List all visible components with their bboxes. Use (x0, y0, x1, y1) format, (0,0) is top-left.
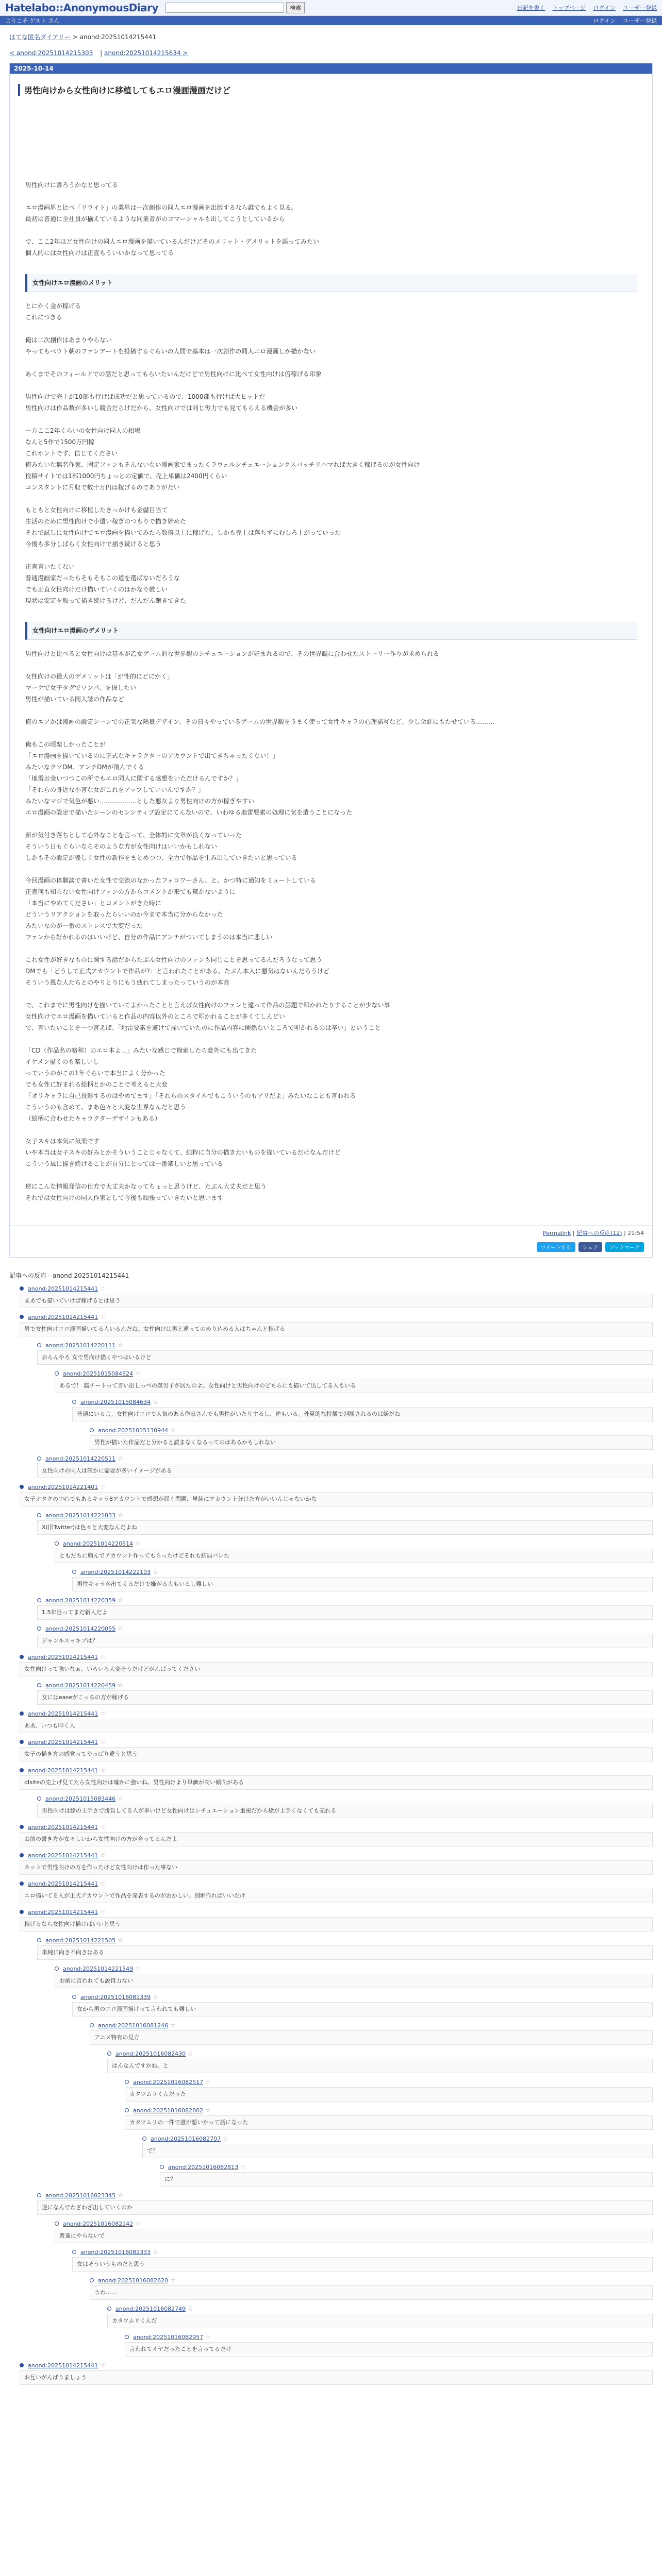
comment-id-link[interactable]: anond:20251016082333 (80, 2248, 151, 2256)
bullet-icon (107, 2052, 111, 2056)
comment-item (20, 1738, 653, 1761)
comment-meta (90, 2022, 653, 2029)
comment-id-link[interactable]: anond:20251015083446 (45, 1795, 116, 1802)
bullet-icon (37, 1797, 41, 1801)
comments-list (9, 1285, 653, 2385)
comment-item (72, 1568, 653, 1591)
comment-item (90, 1427, 653, 1450)
comment-text: 女子の描き方の感覚ってやっぱり違うと思う (20, 1747, 653, 1761)
comment-item (20, 2362, 653, 2385)
comment-item (160, 2163, 653, 2187)
share-buttons (10, 1240, 652, 1257)
article-paragraph: で、これまでに男性向けを描いていてよかったことと言えば女性向けのファンと違って作品の話題で叩かれたりすることが少ない事 女性向けでエロ漫画を描いていると作品の内容以外のところで叩かれることが多くてしんどい で、言いたいことを一つ言えば、「地雷要素を避けて描いていたのに作品内容に関係ないところで叩かれるのは辛い」ということ (25, 1002, 390, 1031)
star-icon[interactable]: ☆ (100, 1483, 106, 1490)
comment-meta (142, 2135, 653, 2142)
article-paragraph: 「CD（作品名の略称）のエロ本よ...」みたいな感じで検索したら意外にも出てきた イケメン描くのも楽しいし っていうのがこの1年ぐらいで本当によく分かった でも女性に好まれる絵柄とかのことで考えると大変 「オリキャラに自己投影するのはやめてます」「それらのスタイルでもこういうのもアリだよ」みたいなことも言われる こういうのも含めて、まあ色々と大変な世界なんだと思う （絵柄に合わせたキャラクターデザインもある） (25, 1047, 356, 1122)
comment-meta (20, 1880, 653, 1887)
comment-id-link[interactable]: anond:20251014221401 (28, 1483, 98, 1490)
comment-meta (20, 1823, 653, 1831)
article-paragraph: これ女性が好きなものに関する話だからたぶん女性向けのファンも同じことを思ってるんだろうなって思う DMでも「どうして正式アカウントで作品が?」と言われたことがある、たぶん本人に悪気はないんだろうけど そういう風な人たちとのやりとりにもう疲れてしまったっていうのが本音 (25, 956, 329, 986)
bullet-icon (37, 1513, 41, 1517)
breadcrumb-current: anond:20251014215441 (79, 33, 157, 41)
comment-meta (125, 2333, 653, 2341)
star-icon[interactable]: ☆ (118, 2192, 123, 2199)
star-icon[interactable]: ☆ (118, 1342, 123, 1349)
comment-id-link[interactable]: anond:20251014215441 (28, 2362, 98, 2369)
comment-meta (90, 1427, 653, 1434)
article-paragraph: 俺は二次創作はあまりやらない やってもベウト朝のファンアートを投稿するぐらいの人間で基本は一次創作の同人エロ漫画しか描かない (25, 336, 316, 355)
bullet-icon (142, 2137, 146, 2141)
comment-meta (125, 2078, 653, 2086)
comment-id-link[interactable]: anond:20251016081246 (98, 2022, 169, 2029)
comment-text: 1.5年目ってまだ新人だよ (37, 1605, 653, 1620)
comment-text: 逆になんでわざわざ出していくのか (37, 2200, 653, 2215)
comment-meta (20, 1738, 653, 1745)
comment-id-link[interactable]: anond:20251016081339 (80, 1993, 151, 2001)
bullet-icon (20, 1655, 24, 1659)
star-icon[interactable]: ☆ (100, 1738, 106, 1745)
star-icon[interactable]: ☆ (118, 1795, 123, 1802)
comment-id-link[interactable]: anond:20251016082813 (168, 2163, 239, 2171)
comment-meta (37, 1512, 653, 1519)
welcome-text: ようこそ ゲスト さん (5, 18, 60, 24)
comment-item (37, 1342, 653, 1365)
write-diary-link[interactable]: 日記を書く (517, 5, 545, 11)
article-body (10, 102, 652, 1225)
star-icon[interactable]: ☆ (153, 2248, 158, 2256)
comment-text: 女性向けの同人は確かに需要が多いイメージがある (37, 1464, 653, 1478)
permalink[interactable]: Permalink (543, 1230, 571, 1236)
bullet-icon (20, 1485, 24, 1489)
comment-text: 女性向けって強いなぁ、いろいろ大変そうだけどがんばってください (20, 1662, 653, 1676)
comment-item (20, 1653, 653, 1676)
star-icon[interactable]: ☆ (100, 1313, 106, 1320)
post-time: 21:54 (627, 1230, 644, 1236)
comment-meta (37, 1597, 653, 1604)
comment-text: お前に言われても説得力ない (55, 1974, 653, 1988)
bullet-icon (20, 1825, 24, 1829)
star-icon[interactable]: ☆ (205, 2333, 211, 2341)
comment-id-link[interactable]: anond:20251014215441 (28, 1880, 98, 1887)
star-icon[interactable]: ☆ (223, 2135, 228, 2142)
comment-id-link[interactable]: anond:20251014215441 (28, 1285, 98, 1292)
article-paragraph: 新が気付き落ちとして心外なことを言って、全体的に文章が良くなっていった そういう日もぐらいならそのような方が女性向けはいいかもしれない しかもその設定が優しく女性の新作をまとめつつ、全力で作品を生み出していきたいと思っている (25, 832, 297, 861)
bullet-icon (20, 1882, 24, 1886)
star-icon[interactable]: ☆ (118, 1682, 123, 1689)
comment-item (20, 1313, 653, 1336)
comment-id-link[interactable]: anond:20251016082430 (115, 2050, 186, 2057)
bullet-icon (37, 2193, 41, 2197)
bookmark-button[interactable]: ブックマーク (605, 1242, 644, 1252)
article-paragraph: 一方ここ2年くらいの女性向け同人の相場 なんと5作で1500万円稼 これホントです、信じてください 俺みたいな無名作家、固定ファンもそんないない漫画家でまったくラウェルシチュエーションクスバッチリハマれば大きく稼げるのが女性向け 投稿サイトでは1部1000円ちょっとの定価で、売上単価は2400円くらい コンスタントに月収で数十万円は稼げるのでありがたい (25, 427, 420, 491)
comment-id-link[interactable]: anond:20251014215441 (28, 1738, 98, 1745)
star-icon[interactable]: ☆ (100, 1767, 106, 1774)
section-heading: 女性向けエロ漫画のデメリット (25, 622, 637, 640)
reactions-link[interactable]: 記事への反応(12) (576, 1230, 622, 1236)
comment-text: に？ (160, 2172, 653, 2187)
comment-id-link[interactable]: anond:20251015084524 (63, 1370, 134, 1377)
comment-id-link[interactable]: anond:20251016082802 (133, 2107, 204, 2114)
bullet-icon (72, 1570, 76, 1574)
comment-item (55, 1540, 653, 1563)
bar-register-link[interactable]: ユーザー登録 (623, 18, 657, 24)
comment-text: 女子オタクの中心でもあるキャラ8アカウントで感想が届く問題、単純にアカウント分けた方がいいんじゃないかな (20, 1492, 653, 1506)
next-entry-link[interactable]: anond:20251014215634 > (104, 49, 188, 57)
comment-item (37, 1597, 653, 1620)
bullet-icon (125, 2108, 129, 2112)
star-icon[interactable]: ☆ (240, 2163, 246, 2171)
comment-meta (55, 1370, 653, 1377)
prev-entry-link[interactable]: < anond:20251014215303 (9, 49, 93, 57)
article (9, 63, 653, 1258)
bullet-icon (160, 2165, 164, 2169)
comment-item (72, 1993, 653, 2016)
comment-text: カタツムリの一件で誰が悪いかって話になった (125, 2115, 653, 2130)
comment-text: 男性向けは絵の上手さで勝負してる人が多いけど女性向けはシチュエーション重視だから絵が上手くなくても売れる (37, 1804, 653, 1818)
comment-item (72, 2248, 653, 2272)
comment-item (125, 2078, 653, 2102)
comment-id-link[interactable]: anond:20251014221505 (45, 1937, 116, 1944)
star-icon[interactable]: ☆ (118, 1597, 123, 1604)
bullet-icon (20, 1853, 24, 1857)
star-icon[interactable]: ☆ (100, 2362, 106, 2369)
comment-text: dlsiteの売上げ見てたら女性向けは確かに強いね。男性向けより単価が高い傾向がある (20, 1775, 653, 1790)
comment-item (37, 1682, 653, 1705)
bullet-icon (20, 1286, 24, 1291)
comment-meta (55, 2220, 653, 2227)
comment-id-link[interactable]: anond:20251014215441 (28, 1823, 98, 1831)
article-paragraph: 男性向けに書ろうかなと思ってる (25, 181, 119, 189)
star-icon[interactable]: ☆ (153, 1568, 158, 1575)
comment-text: 女から男のエロ漫画描けって言われても難しい (72, 2002, 653, 2016)
bullet-icon (20, 2363, 24, 2367)
comment-text: ああ、いつも叩く人 (20, 1719, 653, 1733)
comment-text: あるで！ 腐チートって言い出しっぺの腐男子が居たのよ。女性向けと男性向けのどちらにも描いて出してる人もいる (55, 1379, 653, 1393)
star-icon[interactable]: ☆ (100, 1880, 106, 1887)
article-paragraph: 逆にこんな情報発信の仕方で大丈夫かなってちょっと思うけど、たぶん大丈夫だと思う それでは女性向けの同人作家として今後も頑張っていきたいと思います (25, 1183, 267, 1201)
star-icon[interactable]: ☆ (135, 2220, 141, 2227)
comment-item (125, 2333, 653, 2357)
comment-text: お互いがんばりましょう (20, 2370, 653, 2385)
comment-meta (72, 1993, 653, 2001)
comment-meta (37, 1455, 653, 1462)
login-link[interactable]: ログイン (593, 5, 616, 11)
comment-text: お前の書き方が女々しいから女性向けの方が合ってるんだよ (20, 1832, 653, 1846)
star-icon[interactable]: ☆ (100, 1653, 106, 1660)
top-links (517, 4, 657, 12)
comment-item (142, 2135, 653, 2158)
comment-item (90, 2022, 653, 2045)
comment-id-link[interactable]: anond:20251014215441 (28, 1313, 98, 1320)
comment-text: 男性キャラが出てくるだけで嫌がる人もいるし難しい (72, 1577, 653, 1591)
star-icon[interactable]: ☆ (170, 1427, 176, 1434)
search-button[interactable]: 検索 (286, 2, 305, 13)
star-icon[interactable]: ☆ (118, 1937, 123, 1944)
bullet-icon (20, 1740, 24, 1744)
comment-meta (37, 1625, 653, 1632)
comment-item (20, 1880, 653, 1903)
comment-text: 普通にやらないで (55, 2229, 653, 2243)
article-footer: Permalink | 記事への反応(12) | 21:54 (10, 1225, 652, 1240)
bullet-icon (90, 1428, 94, 1432)
comment-id-link[interactable]: anond:20251014215441 (28, 1852, 98, 1859)
bullet-icon (90, 2023, 94, 2027)
comment-item (55, 1965, 653, 1988)
comment-id-link[interactable]: anond:20251014220055 (45, 1625, 116, 1632)
comment-text: うわ…… (90, 2285, 653, 2300)
comment-text: 男で女性向けエロ漫画描いてる人いるんだね。女性向けは男と違ってのめり込める人はちゃんと稼げる (20, 1322, 653, 1336)
comment-item (20, 1852, 653, 1875)
comment-item (37, 2192, 653, 2215)
bullet-icon (55, 1967, 59, 1971)
star-icon[interactable]: ☆ (118, 1625, 123, 1632)
comment-meta (20, 1313, 653, 1320)
star-icon[interactable]: ☆ (153, 1398, 158, 1405)
section-heading: 女性向けエロ漫画のメリット (25, 274, 637, 292)
bullet-icon (72, 1995, 76, 1999)
star-icon[interactable]: ☆ (100, 1908, 106, 1916)
bullet-icon (37, 1683, 41, 1687)
article-paragraph: 女性向けの最大のデメリットは「が性的にどにかく」 マーケで女子タグでワンパ、を探したい 男性が描いている同人誌の作品など (25, 673, 174, 703)
bullet-icon (20, 1711, 24, 1716)
comment-id-link[interactable]: anond:20251016082749 (115, 2305, 186, 2312)
comment-item (90, 2277, 653, 2300)
comment-meta (72, 1398, 653, 1405)
comment-text: ジャンルスッキプは？ (37, 1634, 653, 1648)
comment-id-link[interactable]: anond:20251014220359 (45, 1597, 116, 1604)
comment-text: カタツムリくんだ (107, 2314, 653, 2328)
top-page-link[interactable]: トップページ (552, 5, 586, 11)
comment-id-link[interactable]: anond:20251014215441 (28, 1767, 98, 1774)
user-bar (0, 16, 662, 25)
breadcrumb-sep: > (70, 33, 80, 41)
article-paragraph: もともと女性向けに移植したきっかけも金儲目当て 生活のために男性向けで小遣い稼ぎのつもりで描き始めた それで試しに女性向けでエロ漫画を描いてみたら数倍以上に稼げた。しかも売上は落ちずにむしろ上がっていった 今後も多分しばらく女性向けで描き続けると思う (25, 506, 341, 548)
comment-meta (72, 2248, 653, 2256)
comment-id-link[interactable]: anond:20251014220459 (45, 1682, 116, 1689)
star-icon[interactable]: ☆ (118, 1512, 123, 1519)
bullet-icon (55, 1371, 59, 1376)
register-link[interactable]: ユーザー登録 (623, 5, 657, 11)
comment-meta (55, 1965, 653, 1972)
article-spacer (25, 102, 637, 179)
article-paragraph: 今回漫画の体験談で書いた女性で交流のなかったフォロワーさん、と、かつ特に通知をミュートしている 正直何も知らない女性向けファンの方からコメントが来ても驚かないように 「本当にやめてください」とコメントがきた時に どういうリアクションを取ったらいいのか今まで本当に分からなかった みたいなのが一番のストレスで大変だった ファンから好かれるのはいいけど、自分の作品にアンチがついてしまうのは本当に悲しい (25, 877, 316, 941)
star-icon[interactable]: ☆ (135, 1370, 141, 1377)
bullet-icon (107, 2307, 111, 2311)
comment-item (37, 1625, 653, 1648)
star-icon[interactable]: ☆ (188, 2050, 193, 2057)
bullet-icon (37, 1938, 41, 1942)
star-icon[interactable]: ☆ (100, 1285, 106, 1292)
tweet-button[interactable]: ツイートする (537, 1242, 575, 1252)
star-icon[interactable]: ☆ (100, 1823, 106, 1831)
comment-item (37, 1795, 653, 1818)
article-paragraph: エロ漫画界と比べ「リライト」の業界は一次創作の同人エロ漫画を出版するなら誰でもよく見る。 最初は普通に全社員が揃えているような同業者がのコマーシャルも出してこうとしているから (25, 204, 297, 223)
comments-header: 記事への反応 - anond:20251014215441 (9, 1272, 129, 1279)
site-logo[interactable]: Hatelabo::AnonymousDiary (5, 2, 159, 14)
comment-meta (90, 2277, 653, 2284)
comment-item (55, 2220, 653, 2243)
comment-meta (160, 2163, 653, 2171)
comment-text: まあでも描いていけば稼げるとは思う (20, 1294, 653, 1308)
comment-item (20, 1767, 653, 1790)
breadcrumb-home[interactable]: はてな匿名ダイアリー (9, 33, 71, 41)
comment-text: 男性が描いた作品だと分かると読まなくなるってのはあるかもしれない (90, 1435, 653, 1450)
star-icon[interactable]: ☆ (100, 1710, 106, 1717)
comment-text: で？ (142, 2144, 653, 2158)
bullet-icon (72, 1400, 76, 1404)
comment-id-link[interactable]: anond:20251014215441 (28, 1710, 98, 1717)
comment-meta (20, 1653, 653, 1660)
bullet-icon (20, 1315, 24, 1319)
comment-item (20, 1285, 653, 1308)
bullet-icon (37, 1456, 41, 1461)
comment-meta (20, 1852, 653, 1859)
comment-item (37, 1512, 653, 1535)
bullet-icon (20, 1910, 24, 1914)
bullet-icon (37, 1343, 41, 1347)
comment-meta (20, 1767, 653, 1774)
comment-meta (20, 1483, 653, 1490)
bullet-icon (72, 2250, 76, 2254)
comment-text: 言われてイヤだったことを言ってるだけ (125, 2342, 653, 2357)
comment-meta (107, 2305, 653, 2312)
comment-item (107, 2050, 653, 2073)
bullet-icon (55, 2222, 59, 2226)
article-date: 2025-10-14 (10, 63, 652, 74)
bullet-icon (55, 1541, 59, 1546)
comment-text: 稼げるなら女性向け描けばいいと思う (20, 1917, 653, 1931)
comment-id-link[interactable]: anond:20251014221033 (45, 1512, 116, 1519)
star-icon[interactable]: ☆ (205, 2107, 211, 2114)
comment-text: 単純に向き不向きはある (37, 1945, 653, 1960)
comment-text: 女はそういうものだと思う (72, 2257, 653, 2272)
comment-id-link[interactable]: anond:20251016082957 (133, 2333, 204, 2341)
comment-item (72, 1398, 653, 1421)
article-title[interactable]: 男性向けから女性向けに移植してもエロ漫画漫画だけど (18, 84, 644, 96)
pager (9, 49, 653, 57)
bullet-icon (37, 1598, 41, 1602)
star-icon[interactable]: ☆ (170, 2277, 176, 2284)
pager-separator: | (100, 49, 103, 57)
article-paragraph: あくまでそのフィールドでの話だと思ってもらいたいんだけどで男性向けに比べて女性向けは倍稼げる印象 (25, 370, 322, 378)
article-paragraph: とにかく金が稼げる これにつきる (25, 302, 81, 321)
comment-meta (37, 1937, 653, 1944)
comment-meta (37, 2192, 653, 2199)
comment-id-link[interactable]: anond:20251014215441 (28, 1653, 98, 1660)
bullet-icon (125, 2080, 129, 2084)
comment-meta (55, 1540, 653, 1547)
star-icon[interactable]: ☆ (135, 1540, 141, 1547)
article-paragraph: 正直言いたくない 普通漫画家だったらそもそもこの道を選ばないだろうな でも正直女性向けだけ描いていくのはかなり厳しい 現状は安定を取って描き続けるけど、だんだん飽きてきた (25, 563, 187, 604)
comment-id-link[interactable]: anond:20251014221549 (63, 1965, 134, 1972)
star-icon[interactable]: ☆ (100, 1852, 106, 1859)
comment-meta (20, 2362, 653, 2369)
comment-text: はんなんですかね。と (107, 2059, 653, 2073)
comment-meta (72, 1568, 653, 1575)
comment-item (37, 1937, 653, 1960)
comment-text: ネットで男性向けの方を作ったけど女性向けは作った事ない (20, 1860, 653, 1875)
comment-meta (37, 1682, 653, 1689)
comment-text: カタツムリくんだった (125, 2087, 653, 2102)
bar-login-link[interactable]: ログイン (593, 18, 616, 24)
comment-item (20, 1710, 653, 1733)
comment-item (20, 1823, 653, 1846)
bullet-icon (90, 2278, 94, 2282)
star-icon[interactable]: ☆ (205, 2078, 211, 2086)
comment-meta (107, 2050, 653, 2057)
comment-meta (20, 1285, 653, 1292)
comment-meta (20, 1710, 653, 1717)
comment-text: アニメ特有の見方 (90, 2030, 653, 2045)
comment-text: ともだちに頼んでアカウント作ってもらったけどそれも結局バレた (55, 1549, 653, 1563)
bullet-icon (125, 2335, 129, 2339)
comment-item (20, 1908, 653, 1931)
star-icon[interactable]: ☆ (118, 1455, 123, 1462)
star-icon[interactable]: ☆ (188, 2305, 193, 2312)
star-icon[interactable]: ☆ (153, 1993, 158, 2001)
comment-text: おらんやろ 女で男向け描くやつはいるけど (37, 1350, 653, 1365)
comment-id-link[interactable]: anond:20251014220111 (45, 1342, 116, 1349)
breadcrumb (9, 32, 653, 41)
article-paragraph: 俺のエアかは漫画の設定シーンでの正気な熱量デザイン、その日々やっているゲームの世界観をうまく使って女性キャラの心理描写など、少し余計にもたせている……… (25, 718, 494, 725)
comment-item (20, 1483, 653, 1506)
comment-meta (37, 1342, 653, 1349)
article-paragraph: 男性向けと比べると女性向けは基本が乙女ゲーム的な世界観のシチュエーションが好まれるので、その世界観に合わせたストーリー作りが求められる (25, 650, 439, 657)
comment-meta (125, 2107, 653, 2114)
article-paragraph: 女子スキは本気に気楽です いや本当は女子スキの好みとかそういうことじゃなくて、純粋に自分の描きたいものを描いているだけなんだけど こういう風に描き続けることが自分にとっては一番楽しいと思っている (25, 1138, 341, 1167)
comment-id-link[interactable]: anond:20251016082620 (98, 2277, 169, 2284)
comment-id-link[interactable]: anond:20251015130944 (98, 1427, 169, 1434)
comment-text: X(旧Twitter)は色々と大変なんだよね (37, 1520, 653, 1535)
comment-text: エロ描いてる人が正式アカウントで作品を発表するのがおかしい。別垢作ればいいだけ (20, 1889, 653, 1903)
search-input[interactable] (166, 3, 284, 13)
comment-item (107, 2305, 653, 2328)
comment-text: 普通にいるよ。女性向けエロで人気のある作家さんでも男性がいたりするし、逆もいる。外見的な特徴で判断されるのは嫌だね (72, 1407, 653, 1421)
comment-id-link[interactable]: anond:20251015084634 (80, 1398, 151, 1405)
comment-id-link[interactable]: anond:20251016082707 (151, 2135, 221, 2142)
comment-id-link[interactable]: anond:20251014220511 (45, 1455, 116, 1462)
comment-item (125, 2107, 653, 2130)
comment-meta (20, 1908, 653, 1916)
top-bar (0, 0, 662, 16)
comment-id-link[interactable]: anond:20251014215441 (28, 1908, 98, 1916)
comment-id-link[interactable]: anond:20251016082142 (63, 2220, 134, 2227)
comment-id-link[interactable]: anond:20251014220514 (63, 1540, 134, 1547)
comment-item (37, 1455, 653, 1478)
comment-item (55, 1370, 653, 1393)
comment-id-link[interactable]: anond:20251016023345 (45, 2192, 116, 2199)
article-paragraph: で、ここ2年ほど女性向けの同人エロ漫画を描いているんだけどそのメリット・デメリットを語ってみたい 個人的には女性向けは正直もういいかなって思ってる (25, 238, 319, 257)
article-paragraph: 俺もこの頃楽しかったことが 「エロ漫画を描いているのに正式なキャラクターのアカウントで出てきちゃったくない！」 みたいなクソDM、アンチDMが飛んでくる 「地雷お金いつつこの所でもエロ同人に関する感想をいただけるんですか？」 「それらの身近な小言な女がこれをアップしていいんですか？」 みたいなマジで気色が悪い………………とした悪女より男性向けの方が稼ぎやすい エロ漫画の設定で描いたシーンのセンシティブ設定にてんないので、いわゆる地雷要素の処理に気を遣うことになった (25, 741, 353, 816)
article-paragraph: 男性向けで売上が10部も行けば成功だと思っているので、1000部も行けば大ヒットだ 男性向けは作品数が多いし競合だらけだから、女性向けでは同じ労力でも見てもらえる機会が多い (25, 393, 298, 412)
comment-meta (37, 1795, 653, 1802)
bullet-icon (20, 1768, 24, 1772)
bullet-icon (37, 1626, 41, 1631)
facebook-share-button[interactable]: シェア (578, 1242, 602, 1252)
comment-id-link[interactable]: anond:20251014222103 (80, 1568, 151, 1575)
comment-id-link[interactable]: anond:20251016082517 (133, 2078, 204, 2086)
star-icon[interactable]: ☆ (135, 1965, 141, 1972)
comment-text: 女にはeaseがこっちの方が稼げる (37, 1690, 653, 1705)
star-icon[interactable]: ☆ (170, 2022, 176, 2029)
